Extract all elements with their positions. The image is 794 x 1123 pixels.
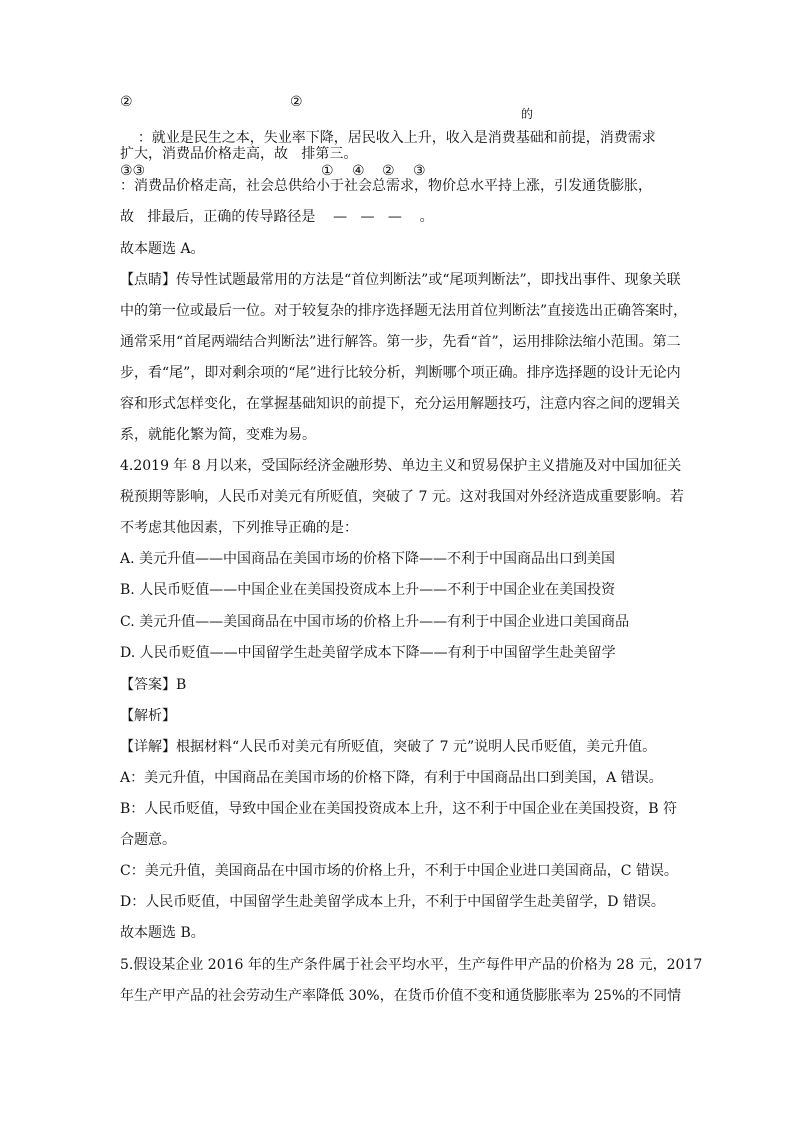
circled-number-4: ④ xyxy=(352,163,365,179)
circled-number-2: ② xyxy=(290,94,303,110)
detail-line: B：人民币贬值，导致中国企业在美国投资成本上升，这不利于中国企业在美国投资，B 符 xyxy=(120,801,678,817)
detail-line: 【详解】根据材料“人民币对美元有所贬值，突破了 7 元”说明人民币贬值，美元升值。 xyxy=(120,739,657,755)
text-line: ：消费品价格走高，社会总供给小于社会总需求，物价总水平持上涨，引发通货膨胀， xyxy=(120,178,652,194)
text-line: 通常采用“首尾两端结合判断法”进行解答。第一步，先看“首”，运用排除法缩小范围。第二 xyxy=(120,334,681,350)
option-a: A. 美元升值——中国商品在美国市场的价格下降——不利于中国商品出口到美国 xyxy=(120,551,616,567)
question-line: 5.假设某企业 2016 年的生产条件属于社会平均水平，生产每件甲产品的价格为 28 元，2017 xyxy=(120,957,703,973)
detail-line: D：人民币贬值，中国留学生赴美留学成本上升，不利于中国留学生赴美留学，D 错误。 xyxy=(120,894,665,910)
detail-line: 合题意。 xyxy=(120,832,176,848)
question-line: 4.2019 年 8 月以来，受国际经济金融形势、单边主义和贸易保护主义措施及对中国加征关 xyxy=(120,458,682,474)
text-line: 中的第一位或最后一位。对于较复杂的排序选择题无法用首位判断法”直接选出正确答案时， xyxy=(120,303,688,319)
question-line: 税预期等影响，人民币对美元有所贬值，突破了 7 元。这对我国对外经济造成重要影响。若 xyxy=(120,489,684,505)
text-line: 容和形式怎样变化，在掌握基础知识的前提下，充分运用解题技巧，注意内容之间的逻辑关 xyxy=(120,396,680,412)
superscript-char: 的 xyxy=(521,107,534,121)
circled-number-2: ② xyxy=(382,163,395,179)
detail-line: A：美元升值，中国商品在美国市场的价格下降，有利于中国商品出口到美国，A 错误。 xyxy=(120,770,663,786)
analysis-label: 【解析】 xyxy=(120,708,176,724)
text-line: 扩大，消费品价格走高，故 排第三。 xyxy=(120,146,358,162)
text-line: 故 排最后，正确的传导路径是 — — — 。 xyxy=(120,209,434,225)
option-b: B. 人民币贬值——中国企业在美国投资成本上升——不利于中国企业在美国投资 xyxy=(120,582,616,598)
answer-label: 【答案】B xyxy=(120,677,187,693)
tip-line: 【点睛】传导性试题最常用的方法是“首位判断法”或“尾项判断法”，即找出事件、现象关联 xyxy=(120,272,681,288)
text-segment: 基础和前提，消费需求 xyxy=(515,130,656,146)
text-line: 系，就能化繁为简，变难为易。 xyxy=(120,427,316,443)
circled-number-3: ③ xyxy=(413,163,426,179)
answer-line: 故本题选 B。 xyxy=(120,925,205,941)
question-line: 不考虑其他因素，下列推导正确的是： xyxy=(120,520,358,536)
question-line: 年生产甲产品的社会劳动生产率降低 30%，在货币价值不变和通货膨胀率为 25%的不同情 xyxy=(120,988,682,1004)
circled-number-3-3: ③③ xyxy=(120,163,146,179)
text-line: 步，看“尾”，即对剩余项的“尾”进行比较分析，判断哪个项正确。排序选择题的设计无论内 xyxy=(120,365,681,381)
detail-line: C：美元升值，美国商品在中国市场的价格上升，不利于中国企业进口美国商品，C 错误。 xyxy=(120,863,678,879)
circled-number-1: ① xyxy=(321,163,334,179)
circled-number-2: ② xyxy=(120,94,133,110)
option-d: D. 人民币贬值——中国留学生赴美留学成本下降——有利于中国留学生赴美留学 xyxy=(120,645,616,661)
option-c: C. 美元升值——美国商品在中国市场的价格上升——有利于中国企业进口美国商品 xyxy=(120,614,630,630)
answer-line: 故本题选 A。 xyxy=(120,241,205,257)
text-segment: ：就业是民生之本，失业率下降，居民收入上升，收入是消费 xyxy=(137,130,516,146)
